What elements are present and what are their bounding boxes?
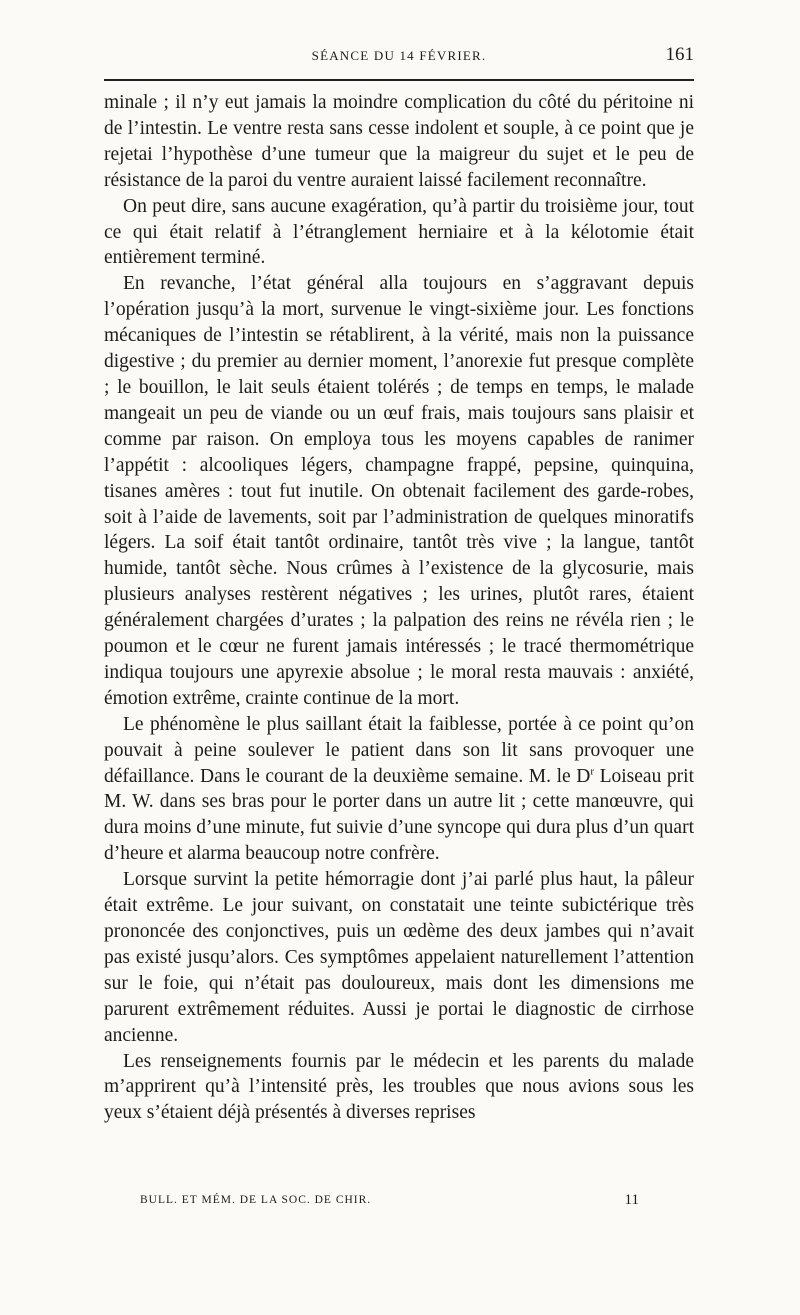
doctor-abbrev-superscript: r <box>590 765 594 778</box>
paragraph-3-text: En revanche, l’état général alla toujours en s’aggravant depuis l’opération jusqu’à la mort, survenue le vingt-sixième jour. Les fonctions mécaniques de l’intestin se rétablirent, à la vérité, mais non la puissance digestive ; du premier au dernier moment, l’anorexie fut presque complète ; le bouillon, le lait seuls étaient tolérés ; de temps en temps, le malade mangeait un peu de viande ou un œuf frais, mais toujours sans plaisir et comme par raison. On employa tous les moyens capables de ranimer l’appétit : alcooliques légers, champagne frappé, pepsine, quinquina, tisanes amères : tout fut inutile. On obtenait facilement des garde-robes, soit à l’aide de lavements, soit par l’administration de quelques minoratifs légers. La soif était tantôt ordinaire, tantôt très vive ; la langue, tantôt humide, tantôt sèche. Nous crûmes à l’existence de la glycosurie, mais plusieurs analyses restèrent négatives ; les urines, plutôt rares, étaient généralement chargées d’urates ; la palpation des reins ne révéla rien ; le poumon et le cœur ne furent jamais intéressés ; le tracé thermométrique indiqua toujours une apyrexie absolue ; le moral resta mauvais : anxiété, émotion extrême, crainte continue de la mort. <box>104 273 694 709</box>
page-footer <box>104 1194 694 1214</box>
page-header <box>104 42 694 70</box>
paragraph-5-text: Lorsque survint la petite hémorragie dont j’ai parlé plus haut, la pâleur était extrême. Le jour suivant, on constatait une teinte subictérique très prononcée des conjonctives, puis un œdème des deux jambes qui n’avait pas existé jusqu’alors. Ces symptômes appelaient naturellement l’attention sur le foie, qui n’était pas douloureux, mais dont les dimensions me parurent extrêmement réduites. Aussi je portai le diagnostic de cirrhose ancienne. <box>104 869 694 1046</box>
paragraph-3 <box>104 271 694 711</box>
paragraph-5 <box>104 867 694 1048</box>
running-head: SÉANCE DU 14 FÉVRIER. <box>311 48 487 63</box>
body-text <box>104 90 694 1126</box>
paragraph-4-text-a: Le phénomène le plus saillant était la faiblesse, portée à ce point qu’on pouvait à peine soulever le patient dans son lit sans provoquer une défaillance. Dans le courant de la deuxième semaine. M. le D <box>104 713 694 787</box>
header-rule <box>104 79 694 81</box>
paragraph-2-text: On peut dire, sans aucune exagération, qu’à partir du troisième jour, tout ce qui était relatif à l’étranglement herniaire et à la kélotomie était entièrement terminé. <box>104 195 694 269</box>
paragraph-4-text-b: Loiseau prit M. W. dans ses bras pour le porter dans un autre lit ; cette manœuvre, qui dura moins d’une minute, fut suivie d’une syncope qui dura plus d’un quart d’heure et alarma beaucoup notre confrère. <box>104 765 694 865</box>
paragraph-1 <box>104 90 694 194</box>
paragraph-1-text: minale ; il n’y eut jamais la moindre complication du côté du péritoine ni de l’intestin. Le ventre resta sans cesse indolent et souple, à ce point que je rejetai l’hypothèse d’une tumeur que la maigreur du sujet et le peu de résistance de la paroi du ventre auraient laissé facilement reconnaître. <box>104 92 694 191</box>
paragraph-6-text: Les renseignements fournis par le médecin et les parents du malade m’apprirent qu’à l’intensité près, les troubles que nous avions sous les yeux s’étaient déjà présentés à diverses reprises <box>104 1050 694 1124</box>
paragraph-4 <box>104 712 694 867</box>
paragraph-2 <box>104 194 694 272</box>
page-number: 161 <box>665 44 694 65</box>
footer-sheet-number: 11 <box>624 1192 639 1208</box>
footer-signature: BULL. ET MÉM. DE LA SOC. DE CHIR. <box>140 1194 372 1206</box>
paragraph-6 <box>104 1049 694 1127</box>
